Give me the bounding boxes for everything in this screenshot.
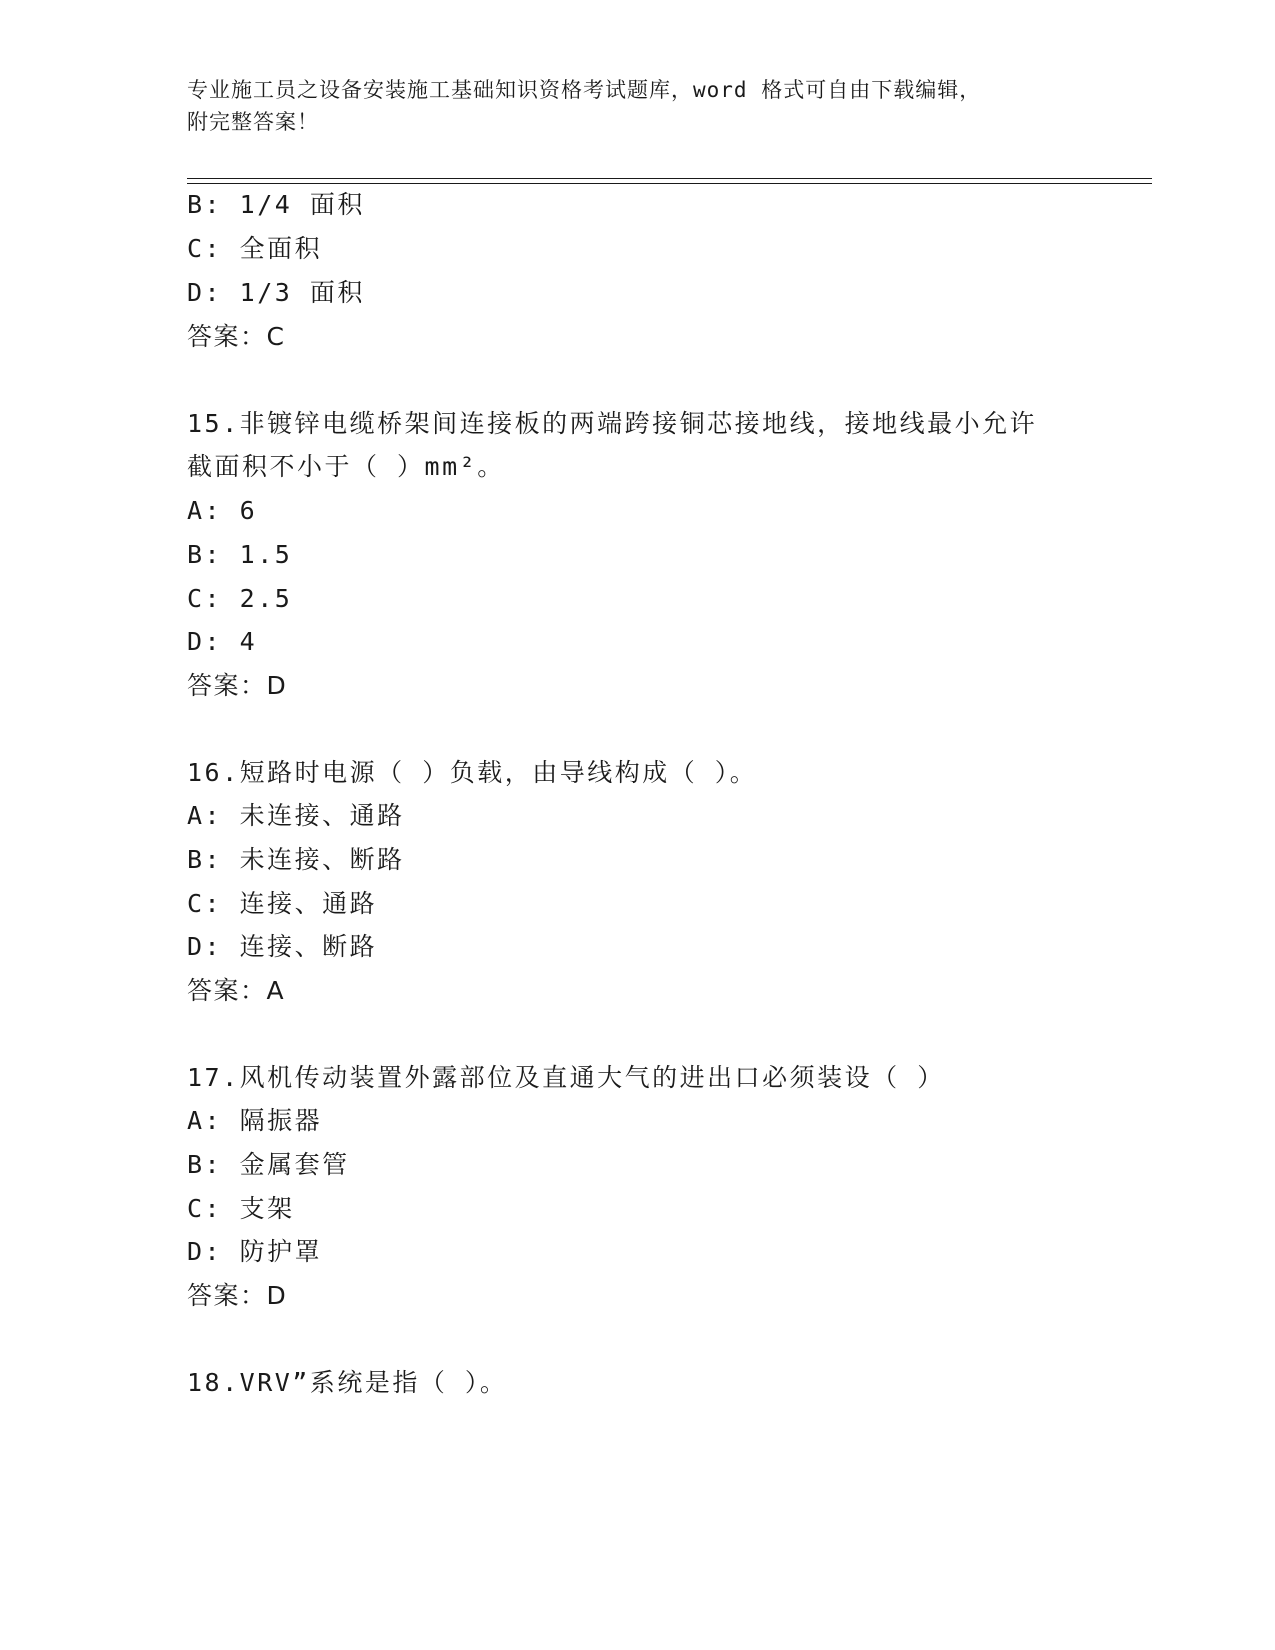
option-c: C: 支架	[187, 1194, 295, 1223]
document-header	[187, 74, 1087, 138]
answer-line: 答案：D	[187, 1281, 288, 1310]
option-b: B: 金属套管	[187, 1150, 350, 1179]
header-line-2: 附完整答案！	[187, 110, 319, 134]
header-divider-top	[187, 178, 1152, 179]
question-stem: 16.短路时电源（ ）负载，由导线构成（ ）。	[187, 758, 758, 787]
answer-line: 答案：D	[187, 671, 288, 700]
option-a: A: 未连接、通路	[187, 801, 405, 830]
option-c: C: 全面积	[187, 234, 323, 263]
option-a: A: 6	[187, 496, 258, 525]
question-stem: 17.风机传动装置外露部位及直通大气的进出口必须装设（ ）	[187, 1063, 945, 1092]
answer-line: 答案：C	[187, 322, 286, 351]
option-b: B: 未连接、断路	[187, 845, 405, 874]
header-line-1: 专业施工员之设备安装施工基础知识资格考试题库，word 格式可自由下载编辑，	[187, 78, 982, 102]
option-b: B: 1.5	[187, 540, 293, 569]
option-b: B: 1/4 面积	[187, 190, 365, 219]
option-d: D: 4	[187, 627, 258, 656]
option-d: D: 1/3 面积	[187, 278, 365, 307]
option-c: C: 2.5	[187, 584, 293, 613]
option-d: D: 连接、断路	[187, 932, 378, 961]
header-divider-bottom	[187, 183, 1152, 184]
option-d: D: 防护罩	[187, 1237, 323, 1266]
question-stem: 18.VRV”系统是指（ ）。	[187, 1368, 508, 1397]
option-a: A: 隔振器	[187, 1106, 323, 1135]
question-stem-continued: 截面积不小于（ ）mm²。	[187, 452, 505, 481]
question-stem: 15.非镀锌电缆桥架间连接板的两端跨接铜芯接地线，接地线最小允许	[187, 409, 1038, 438]
option-c: C: 连接、通路	[187, 889, 378, 918]
answer-line: 答案：A	[187, 976, 286, 1005]
